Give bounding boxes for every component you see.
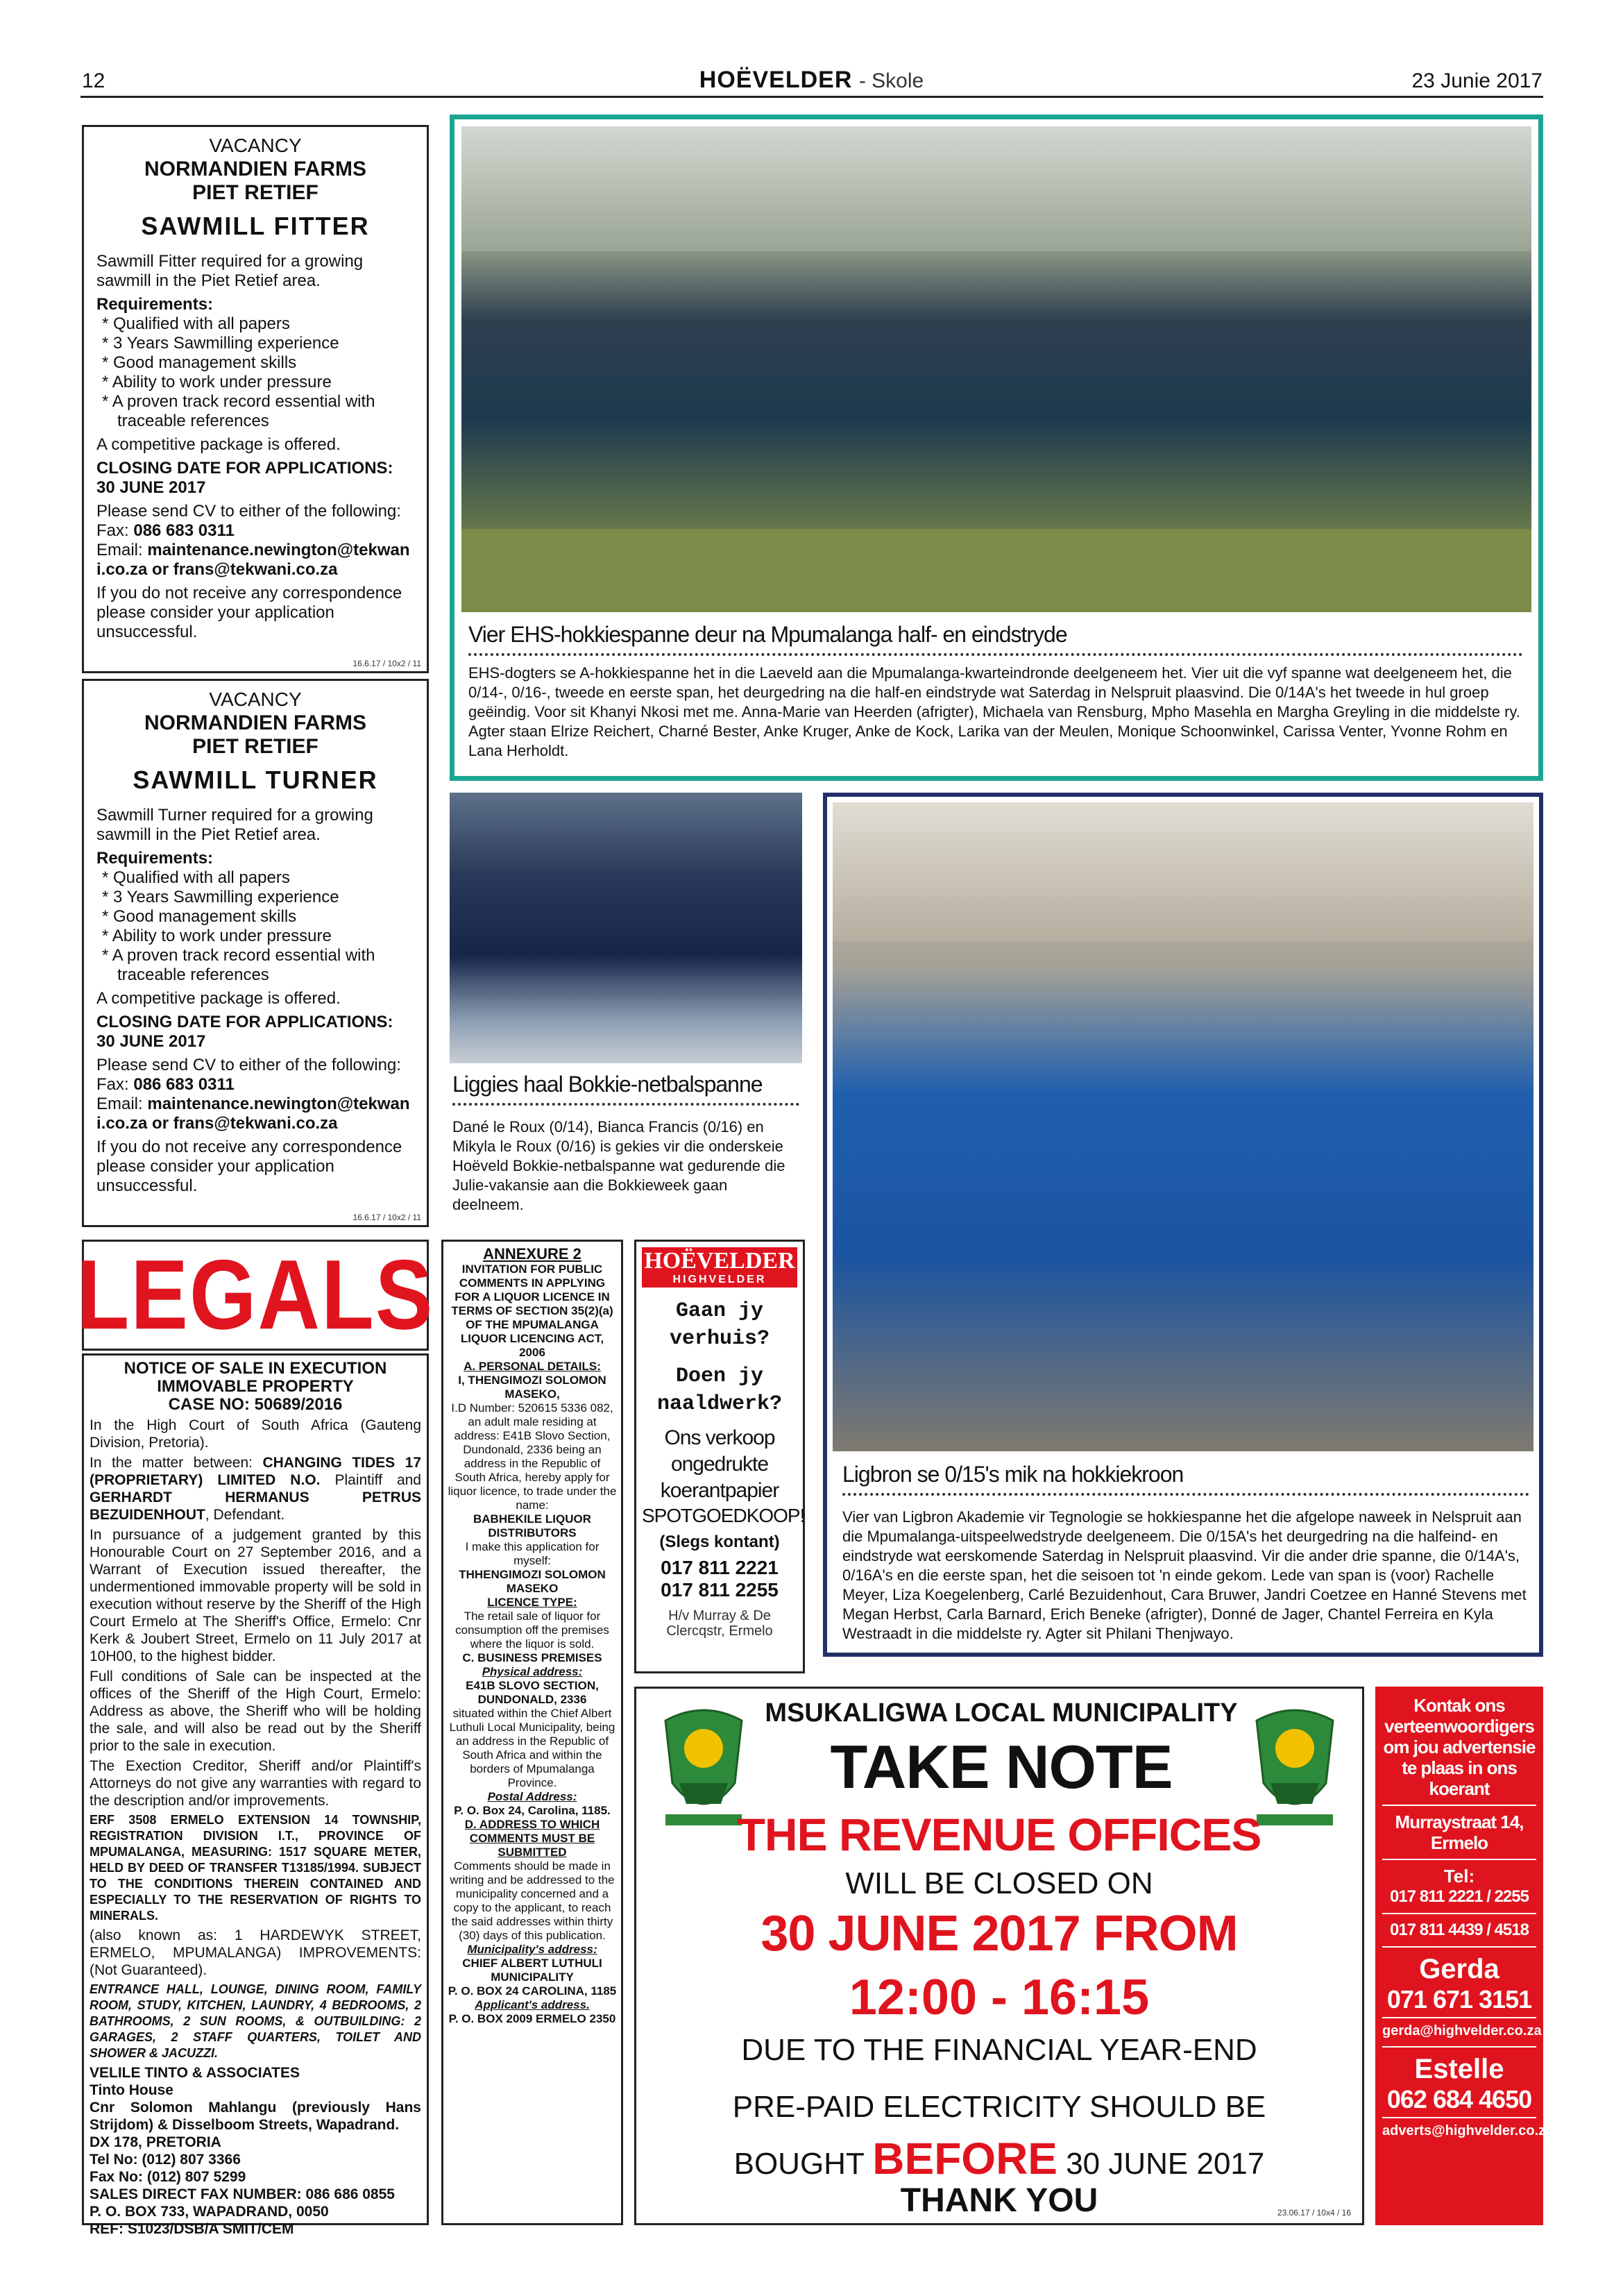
story-body: Dané le Roux (0/14), Bianca Francis (0/16) en Mikyla le Roux (0/16) is gekies vir die onderskeie Hoëveld Bokkie-netbalspanne wat gedurende die Julie-vakansie aan die Bokkieweek gaan deelneem. [452,1118,785,1213]
case-number: CASE NO: 50689/2016 [168,1395,343,1414]
list-item: * 3 Years Sawmilling experience [96,334,414,353]
vacancy-label: VACANCY [209,689,302,710]
company-location: PIET RETIEF [192,181,318,204]
annexure-text: I make this application for myself: [465,1540,600,1567]
job-title: SAWMILL FITTER [141,212,370,240]
trade-name: BABHEKILE LIQUOR DISTRIBUTORS [473,1512,591,1539]
ligbron-team-photo [833,802,1533,1451]
attorney-line: Tinto House [90,2082,173,2098]
fax-number: 086 683 0311 [133,521,235,540]
revenue-offices-heading: THE REVENUE OFFICES [737,1809,1261,1860]
masthead-title: HOËVELDER [699,67,853,93]
annexure-text: I.D Number: 520615 5336 082, an adult male residing at address: E41B Slovo Section, Dundonald, 2336 being an address in the Republic of South Africa, hereby apply for liquor licence, to trade under the name: [448,1401,617,1512]
legal-paragraph [90,1454,421,1523]
closing-date: 30 JUNE 2017 [96,1032,206,1051]
closing-label: CLOSING DATE FOR APPLICATIONS: [96,1013,393,1031]
ad-reference: 16.6.17 / 10x2 / 11 [352,1213,421,1222]
rep-email[interactable]: gerda@highvelder.co.za [1382,2023,1542,2038]
applicant-name: THHENGIMOZI SOLOMON MASEKO [459,1568,606,1595]
footer-text: If you do not receive any correspondence please consider your application unsuccessful. [96,584,402,641]
list-item: * Ability to work under pressure [96,373,414,392]
job-title: SAWMILL TURNER [133,766,378,794]
annexure-title: ANNEXURE 2 [483,1245,581,1263]
email-label: Email: [96,1095,148,1113]
thank-you: THANK YOU [900,2182,1098,2219]
property-description: ERF 3508 ERMELO EXTENSION 14 TOWNSHIP, REGISTRATION DIVISION I.T., PROVINCE OF MPUMALANGA, MEASURING: 1517 SQUARE METER, HELD BY DEED OF TRANSFER T13185/1994. SUBJECT TO THE CONDITIONS THEREIN CONTAINED AND ESPECIALLY TO THE RESERVATION OF RIGHTS TO MINERALS. [90,1813,421,1923]
fax-line [96,1075,414,1095]
email-line [96,541,414,580]
closed-text: WILL BE CLOSED ON [845,1866,1153,1900]
rep-phone: 071 671 3151 [1386,1985,1532,2014]
legal-paragraph: (also known as: 1 HARDEWYK STREET, ERMELO, MPUMALANGA) IMPROVEMENTS: (Not Guaranteed). [90,1927,421,1978]
closing-label: CLOSING DATE FOR APPLICATIONS: [96,459,393,478]
attorney-line: REF: S1023/DSB/A SMIT/CEM [90,2221,294,2237]
closure-reason: DUE TO THE FINANCIAL YEAR-END [741,2033,1257,2067]
company-name: NORMANDIEN FARMS [144,711,366,734]
closure-time: 12:00 - 16:15 [849,1970,1150,2025]
ad-offer: Ons verkoop ongedrukte koerantpapier [660,1426,779,1502]
ad-question: Doen jy naaldwerk? [656,1365,783,1416]
attorney-name: VELILE TINTO & ASSOCIATES [90,2065,300,2081]
vacancy-ad-sawmill-fitter [82,125,429,673]
masthead [0,67,1623,94]
ad-address: H/v Murray & De Clercqstr, Ermelo [666,1608,773,1639]
package-text: A competitive package is offered. [96,989,341,1008]
logo-subtext: HIGHVELDER [672,1274,767,1285]
legal-paragraph: The Exection Creditor, Sheriff and/or Plaintiff's Attorneys do not give any warranties with regard to the description and/or improvements. [90,1758,421,1809]
cash-only: (Slegs kontant) [659,1533,780,1551]
attorney-line: DX 178, PRETORIA [90,2134,221,2150]
annexure-text: The retail sale of liquor for consumption off the premises where the liquor is sold. [455,1610,609,1651]
story-title: Ligbron se 0/15's mik na hokkiekroon [842,1462,1529,1496]
legal-notice-sale-in-execution [82,1353,429,2237]
email-address[interactable]: maintenance.newington@tekwani.co.za or frans@tekwani.co.za [96,1095,410,1133]
list-item: * Ability to work under pressure [96,927,414,946]
requirements-list [96,868,414,985]
text: , Defendant. [205,1507,285,1523]
annexure-section: LICENCE TYPE: [487,1596,577,1609]
legals-banner [76,1240,434,1351]
improvements-list: ENTRANCE HALL, LOUNGE, DINING ROOM, FAMILY ROOM, STUDY, KITCHEN, LAUNDRY, 4 BEDROOMS, 2 BATHROOMS, 2 SUN ROOMS, & OUTBUILDING: 2 GARAGES, 2 STAFF QUARTERS, TOILET AND SHOWER & JACUZZI. [90,1982,421,2060]
annexure-liquor-licence [441,1240,623,2225]
municipality-address: P. O. BOX 24 CAROLINA, 1185 [448,1984,617,1998]
send-cv-text: Please send CV to either of the following: [96,502,401,521]
before-date: 30 JUNE 2017 [1066,2147,1265,2181]
closure-date: 30 JUNE 2017 FROM [760,1906,1238,1961]
closing-date: 30 JUNE 2017 [96,478,206,497]
take-note-heading: TAKE NOTE [830,1732,1173,1801]
story-hockey-teams [450,115,1543,781]
ad-question: Gaan jy verhuis? [669,1299,770,1351]
premises-address: E41B SLOVO SECTION, DUNDONALD, 2336 [466,1679,599,1706]
before-line [636,2133,1362,2184]
legals-title: LEGALS [76,1240,434,1351]
fax-number: 086 683 0311 [133,1075,235,1094]
netball-players-photo [450,793,802,1063]
requirements-label: Requirements: [96,295,214,314]
annexure-text: Comments should be made in writing and be addressed to the municipality concerned and a copy to the applicant, to reach the said addresses within thirty (30) days of this publication. [450,1859,615,1942]
hockey-team-photo [461,126,1531,612]
story-ligbron-hockey [823,793,1543,1657]
rep-name: Estelle [1414,2054,1504,2084]
ad-offer-highlight: SPOTGOEDKOOP! [642,1505,805,1526]
story-title: Liggies haal Bokkie-netbalspanne [452,1072,799,1106]
annexure-subheading: Postal Address: [487,1790,577,1803]
tel-label: Tel: [1443,1866,1475,1886]
rep-email[interactable]: adverts@highvelder.co.za [1382,2123,1554,2138]
story-body: EHS-dogters se A-hokkiespanne het in die Laeveld aan die Mpumalanga-kwarteindronde deelgeneem het. Vier uit die vyf spanne wat deelgeneem het, die 0/14-, 0/16-, tweede en eerste span, het deurgedring na die half-en eindstryde wat Saterdag in Nelspruit plaasvind. Die 0/14A's het tweede in hul groep geëindig. Voor sit Khanyi Nkosi met me. Anna-Marie van Heerden (afrigter), Michaela van Rensburg, Mpho Masehla en Margha Greyling in die middelste ry. Agter staan Elrize Reichert, Charné Bester, Anke Kruger, Anke de Kock, Larika van der Meulen, Monique Schoonwinkel, Carissa Venter, Yvonne Rohm en Lana Herholdt. [468,664,1520,759]
municipality-address: CHIEF ALBERT LUTHULI MUNICIPALITY [462,1957,602,1984]
attorney-line: P. O. BOX 733, WAPADRAND, 0050 [90,2204,329,2220]
footer-text: If you do not receive any correspondence please consider your application unsuccessful. [96,1138,402,1195]
contact-address: Murraystraat 14, Ermelo [1395,1812,1524,1853]
page-number: 12 [82,69,105,92]
story-title: Vier EHS-hokkiespanne deur na Mpumalanga half- en eindstryde [468,622,1523,656]
notice-subtitle: IMMOVABLE PROPERTY [157,1377,354,1396]
rep-phone: 062 684 4650 [1386,2085,1532,2113]
list-item: * A proven track record essential with traceable references [96,392,414,431]
list-item: * Qualified with all papers [96,868,414,888]
email-address[interactable]: maintenance.newington@tekwani.co.za or frans@tekwani.co.za [96,541,410,579]
annexure-subheading: Physical address: [482,1665,583,1678]
annexure-section: D. ADDRESS TO WHICH COMMENTS MUST BE SUBMITTED [464,1818,600,1859]
phone-number: 017 811 4439 / 4518 [1390,1921,1529,1939]
hoevelder-logo [642,1247,797,1288]
newsprint-sale-ad [634,1240,805,1673]
text: Plaintiff and [320,1472,421,1488]
send-cv-text: Please send CV to either of the following: [96,1056,401,1074]
text: In the matter between: [90,1455,263,1471]
legal-paragraph: In pursuance of a judgement granted by this Honourable Court on 27 September 2016, and a Warrant of Execution issued thereafter, the undermentioned immovable property will be sold in execution without reserve by the Sheriff of the High Court Ermelo at The Sheriff's Office, Ermelo: Cnr Kerk & Joubert Street, Ermelo on 11 July 2017 at 10H00, to the highest bidder. [90,1527,421,1664]
contact-sidebar [1375,1687,1554,2225]
legal-paragraph: In the High Court of South Africa (Gauteng Division, Pretoria). [90,1417,421,1451]
phone-number: 017 811 2255 [661,1579,779,1601]
applicant-name: I, THENGIMOZI SOLOMON MASEKO, [458,1374,606,1401]
phone-number: 017 811 2221 [661,1557,779,1578]
issue-date: 23 Junie 2017 [1411,69,1543,92]
requirements-label: Requirements: [96,849,214,868]
annexure-section: A. PERSONAL DETAILS: [464,1360,601,1373]
attorney-line: Cnr Solomon Mahlangu (previously Hans Strijdom) & Disselboom Streets, Wapadrand. [90,2100,421,2133]
fax-label: Fax: [96,521,134,540]
list-item: * Qualified with all papers [96,314,414,334]
rep-name: Gerda [1419,1954,1499,1984]
ad-reference: 16.6.17 / 10x2 / 11 [352,659,421,668]
prepaid-text: PRE-PAID ELECTRICITY SHOULD BE [732,2090,1266,2124]
phone-number: 017 811 2221 / 2255 [1390,1887,1529,1906]
vacancy-ad-sawmill-turner [82,679,429,1227]
municipality-name: MSUKALIGWA LOCAL MUNICIPALITY [765,1698,1238,1728]
logo-text: HOËVELDER [644,1248,795,1274]
bought-text: BOUGHT [733,2147,865,2181]
applicant-address: P. O. BOX 2009 ERMELO 2350 [448,2012,616,2025]
annexure-section: C. BUSINESS PREMISES [462,1651,602,1664]
municipality-notice [634,1687,1364,2225]
list-item: * A proven track record essential with traceable references [96,946,414,985]
list-item: * 3 Years Sawmilling experience [96,888,414,907]
postal-address: P. O. Box 24, Carolina, 1185. [454,1804,611,1817]
before-text: BEFORE [872,2134,1057,2184]
header-rule [80,96,1543,98]
company-name: NORMANDIEN FARMS [144,158,366,180]
email-line [96,1095,414,1133]
ad-reference: 23.06.17 / 10x4 / 16 [1277,2208,1351,2218]
annexure-subheading: Applicant's address. [475,1998,590,2011]
annexure-heading: INVITATION FOR PUBLIC COMMENTS IN APPLYING FOR A LIQUOR LICENCE IN TERMS OF SECTION 35(2)(a) OF THE MPUMALANGA LIQUOR LICENCING ACT, 2006 [451,1263,613,1359]
annexure-subheading: Municipality's address: [467,1943,597,1956]
legal-paragraph: Full conditions of Sale can be inspected at the offices of the Sheriff of the High Court, Ermelo: Address as above, the Sheriff who will be holding the sale, and will also be read out by the Sheriff prior to the sale in execution. [90,1669,421,1754]
notice-title: NOTICE OF SALE IN EXECUTION [124,1359,387,1378]
list-item: * Good management skills [96,907,414,927]
fax-label: Fax: [96,1075,134,1094]
job-intro: Sawmill Fitter required for a growing sawmill in the Piet Retief area. [96,252,364,290]
fax-line [96,521,414,541]
story-body: Vier van Ligbron Akademie vir Tegnologie se hokkiespanne het die afgelope naweek in Nelspruit aan die Mpumalanga-uitspeelwedstryde deelgeneem. Die 0/15A's het deurgedring na die halfeind- en eindstryde wat eerskomende Saterdag in Nelspruit plaasvind. Vir die ander drie spanne, die 0/14A's, 0/16A's en die eerste span, het die seisoen tot 'n einde gekom. Lede van span is (voor) Rachelle Meyer, Liza Koegelenberg, Carlé Bezuidenhout, Cara Bruwer, Jandri Coetzee en Hanné Stevens met Megan Herbst, Carla Barnard, Erich Beneke (afrigter), Donné de Jager, Chantel Ferreira en Kyla Westraadt in die middelste ry. Agter sit Philani Thenjwayo. [842,1508,1527,1642]
masthead-section: - Skole [858,69,924,92]
attorney-line: SALES DIRECT FAX NUMBER: 086 686 0855 [90,2186,395,2202]
package-text: A competitive package is offered. [96,435,341,454]
company-location: PIET RETIEF [192,735,318,758]
plaintiff: CHANGING TIDES 17 (PROPRIETARY) LIMITED N.O. [90,1455,422,1488]
attorney-line: Fax No: (012) 807 5299 [90,2169,246,2185]
contact-intro: Kontak ons verteenwoordigers om jou advertensie te plaas in ons koerant [1383,1695,1536,1799]
attorney-line: Tel No: (012) 807 3366 [90,2152,241,2168]
list-item: * Good management skills [96,353,414,373]
annexure-text: situated within the Chief Albert Luthuli Local Municipality, being an address in the Republic of South Africa and within the borders of Mpumalanga Province. [449,1707,615,1789]
job-intro: Sawmill Turner required for a growing sawmill in the Piet Retief area. [96,806,373,844]
email-label: Email: [96,541,148,559]
defendant: GERHARDT HERMANUS PETRUS BEZUIDENHOUT [90,1489,421,1523]
vacancy-label: VACANCY [209,135,302,156]
requirements-list [96,314,414,431]
